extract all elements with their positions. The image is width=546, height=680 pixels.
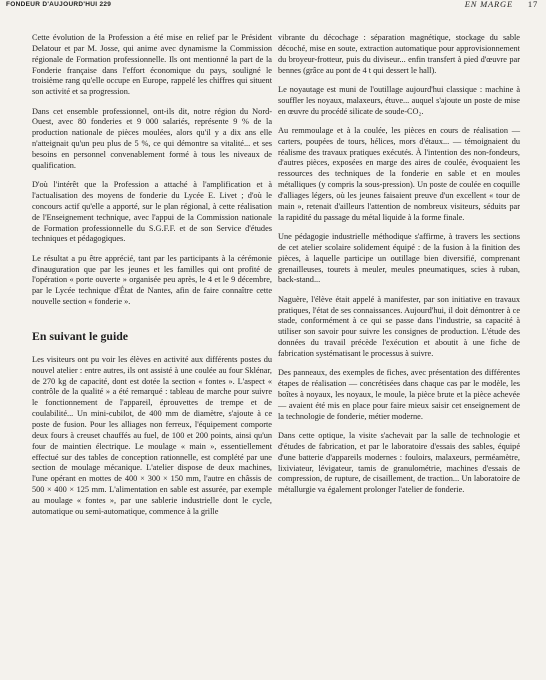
paragraph: Dans cette optique, la visite s'achevait par la salle de technologie et d'études de fabrication, et par le laboratoire d'essais des sables, équipé d'une batterie d'appareils modernes : fouloirs, malaxeurs, perméamètre, lixiviateur, lévigateur, tamis de granulométrie, machines d'essais de compression, de rupture, de cisaillement, de traction... Un laboratoire de métallurgie va également prolonger l'atelier de fonderie. bbox=[278, 431, 520, 495]
paragraph: Les visiteurs ont pu voir les élèves en activité aux différents postes du nouvel atelier : entre autres, ils ont assisté à une coulée au four Sklénar, de 270 kg de capacité, dont est dotée la section « fontes ». L'aspect « contrôle de la qualité » a été remarqué : tableau de marche pour suivre le fonctionnement de l'appareil, éprouvettes de trempe et de coulabilité... Un mini-cubilot, de 400 mm de diamètre, s'ajoute à ce poste de fusion. Pour les alliages non ferreux, l'équipement comporte deux fours à creuset chauffés au fuel, de 100 et 200 points, ainsi qu'un four de maintien électrique. Le moulage « main », essentiellement effectué sur des tables de conception rationnelle, est complété par une section de moulage mécanique. L'atelier dispose de deux machines, l'une opérant en mottes de 400 × 300 × 150 mm, l'autre en châssis de 500 × 400 × 125 mm. L'alimentation en sable est assurée, par exemple au moulage « fontes », par une sablerie industrielle dont le cycle, automatique ou semi-automatique, commence à la grille bbox=[32, 354, 272, 516]
paragraph: vibrante du décochage : séparation magnétique, stockage du sable décoché, mise en soute, extraction automatique pour approvisionnement du broyeur-frotteur, puis du diviseur... enfin transfert à pied d'œuvre par bennes (grâce au pont de 4 t qui dessert le hall). bbox=[278, 33, 520, 75]
paragraph: Le résultat a pu être apprécié, tant par les participants à la cérémonie d'inauguration que par les jeunes et les familles qui ont profité de l'opération « porte ouverte » organisée peu après, le 4 et le 9 décembre, par le Lycée technique d'État de Nantes, afin de faire connaître cette nouvelle section « fonderie ». bbox=[32, 253, 272, 307]
paragraph: Naguère, l'élève était appelé à manifester, par son initiative en travaux pratiques, l'état de ses connaissances. Aujourd'hui, il doit démontrer à ce stade, conformément à ce qui se passe dans l'industrie, sa capacité à utiliser son savoir pour suivre les consignes de production. L'étude des données du travail précède l'exécution et aboutit à une fiche de fabrication systématisant le processus à suivre. bbox=[278, 294, 520, 358]
paragraph: Le noyautage est muni de l'outillage aujourd'hui classique : machine à souffler les noyaux, malaxeurs, étuve... auquel s'ajoute un poste de mise en œuvre du procédé silicate de soude-CO₂. bbox=[278, 84, 520, 116]
running-head bbox=[465, 0, 538, 9]
right-column bbox=[278, 33, 520, 505]
paragraph: Dans cet ensemble professionnel, ont-ils dit, notre région du Nord-Ouest, avec 80 fonderies et 9 000 salariés, représente 9 % de la production nationale de pièces moulées, alors qu'il y a dix ans elle n'atteignait qu'un peu plus de 5 %, ce qui démontre sa vitalité... et ses besoins en personnel convenablement formé à tous les niveaux de qualification. bbox=[32, 106, 272, 170]
paragraph: Une pédagogie industrielle méthodique s'affirme, à travers les sections de cet atelier scolaire solidement équipé : de la fusion à la finition des pièces, à laquelle participe un outillage bien diversifié, comprenant grenailleuses, tourets à meuler, meules pneumatiques, scies à ruban, back-stand... bbox=[278, 232, 520, 285]
page-number: 17 bbox=[527, 0, 538, 9]
paragraph: D'où l'intérêt que la Profession a attaché à l'amplification et à l'actualisation des moyens de fonderie du Lycée E. Livet ; d'où le concours actif qu'elle a apporté, sur le plan régional, à cette réalisation de l'Enseignement technique, avec l'appui de la Commission nationale de Formation professionnelle du S.G.F.F. et de son Service d'études techniques et pédagogiques. bbox=[32, 180, 272, 244]
section-heading: En suivant le guide bbox=[32, 328, 129, 343]
paragraph: Cette évolution de la Profession a été mise en relief par le Président Delatour et par M. Josse, qui anime avec dynamisme la Commission régionale de Formation professionnelle. Ils ont mentionné la part de la Fonderie française dans l'effort économique du pays, souligné le troisième rang qu'elle occupe en Europe, rappelé les chiffres qui situent son activité et sa progression. bbox=[32, 33, 272, 97]
publication-title: FONDEUR D'AUJOURD'HUI 229 bbox=[6, 1, 112, 8]
section-title: EN MARGE bbox=[464, 0, 513, 9]
paragraph: Au remmoulage et à la coulée, les pièces en cours de réalisation — carters, poupées de tours, hélices, mors d'étaux... — témoignaient du réalisme des travaux pratiques exécutés. À l'intention des non-fondeurs, d'autres pièces, exposées en marge des aires de coulée, évoquaient les ressources des techniques de la fonderie en sable et en moules métalliques (y compris la sous-pression). Un poste de coulée en coquille d'alliages légers, où les jeunes faisaient preuve d'un excellent « tour de main », retenait d'ailleurs l'attention de nombreux visiteurs, séduits par la rapidité du passage du métal liquide à la forme finale. bbox=[278, 125, 520, 222]
paragraph: Des panneaux, des exemples de fiches, avec présentation des différentes étapes de réalisation — concrétisées dans chaque cas par le modèle, les boîtes à noyaux, les noyaux, le moule, la pièce brute et la pièce achevée — avaient été mis en place pour faire mieux saisir cet enseignement de la technologie de fonderie, métier moderne. bbox=[278, 368, 520, 421]
left-column bbox=[32, 33, 272, 526]
page-header bbox=[0, 0, 546, 12]
